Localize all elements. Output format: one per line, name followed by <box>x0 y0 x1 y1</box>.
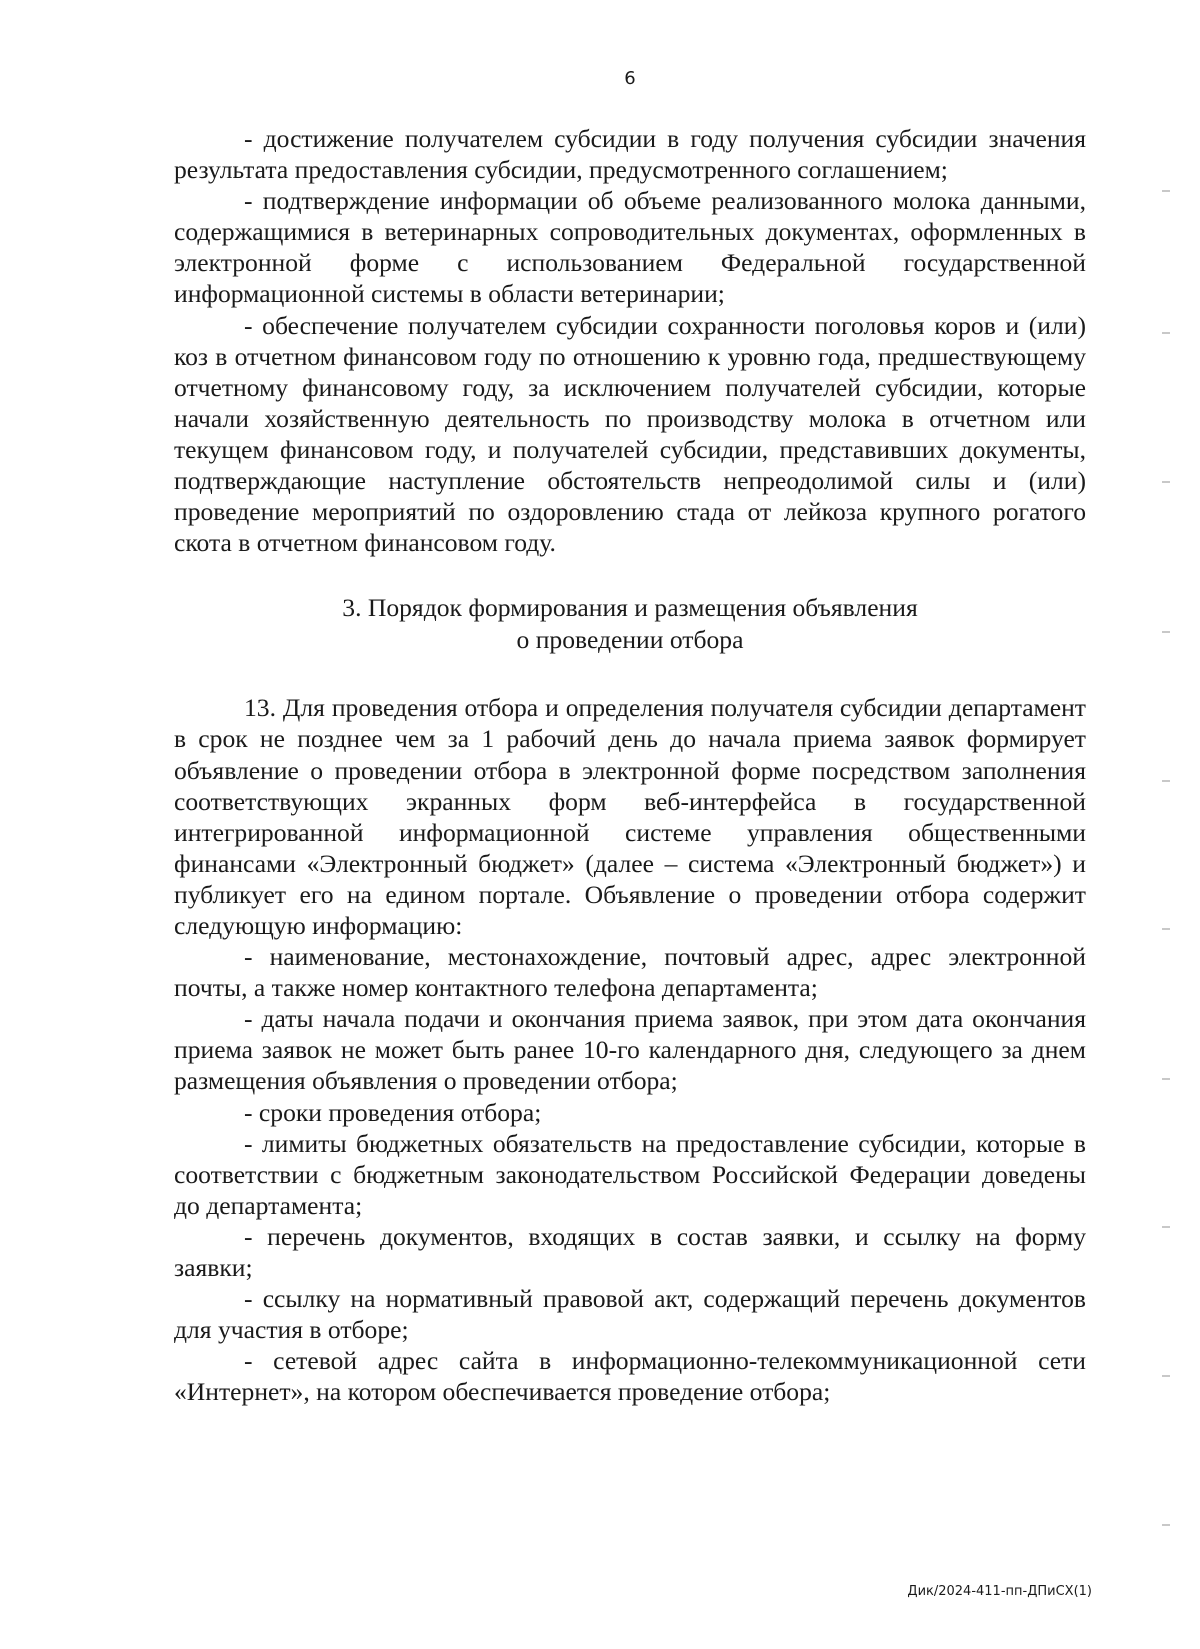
paragraph: - перечень документов, входящих в состав заявки, и ссылку на форму заявки; <box>174 1221 1086 1282</box>
scan-speck <box>1162 1078 1170 1080</box>
scan-speck <box>1162 481 1170 483</box>
paragraph: 13. Для проведения отбора и определения получателя субсидии департамент в срок не позднее чем за 1 рабочий день до начала приема заявок формирует объявление о проведении отбора в электронной форме посредством заполнения соответствующих экранных форм веб-интерфейса в государственной интегрированной информационной системе управления общественными финансами «Электронный бюджет» (далее – система «Электронный бюджет») и публикует его на едином портале. Объявление о проведении отбора содержит следующую информацию: <box>174 693 1086 940</box>
scan-speck <box>1162 190 1170 192</box>
scan-speck <box>1162 1226 1170 1228</box>
section-heading-line-2: о проведении отбора <box>516 625 744 655</box>
scan-speck <box>1162 1375 1170 1377</box>
document-body <box>174 123 1086 1407</box>
paragraph: - лимиты бюджетных обязательств на предоставление субсидии, которые в соответствии с бюджетным законодательством Российской Федерации доведены до департамента; <box>174 1128 1086 1220</box>
paragraph: - достижение получателем субсидии в году получения субсидии значения результата предоставления субсидии, предусмотренного соглашением; <box>174 124 1086 185</box>
scan-speck <box>1162 928 1170 930</box>
paragraph: - сетевой адрес сайта в информационно-телекоммуникационной сети «Интернет», на котором обеспечивается проведение отбора; <box>174 1346 1086 1407</box>
section-heading <box>174 592 1086 656</box>
document-code: Дик/2024-411-пп-ДПиСХ(1) <box>907 1584 1092 1599</box>
scan-speck <box>1162 332 1170 334</box>
paragraph: - подтверждение информации об объеме реализованного молока данными, содержащимися в ветеринарных сопроводительных документах, оформленных в электронной форме с использованием Федеральной государственной информационной системы в области ветеринарии; <box>174 186 1086 309</box>
scan-speck <box>1162 631 1170 633</box>
paragraph: - даты начала подачи и окончания приема заявок, при этом дата окончания приема заявок не может быть ранее 10-го календарного дня, следующего за днем размещения объявления о проведении отбора; <box>174 1004 1086 1096</box>
paragraph: - сроки проведения отбора; <box>244 1097 542 1127</box>
paragraph: - обеспечение получателем субсидии сохранности поголовья коров и (или) коз в отчетном финансовом году по отношению к уровню года, предшествующему отчетному финансовому году, за исключением получателей субсидии, которые начали хозяйственную деятельность по производству молока в отчетном или текущем финансовом году, и получателей субсидии, представивших документы, подтверждающие наступление обстоятельств непреодолимой силы и (или) проведение мероприятий по оздоровлению стада от лейкоза крупного рогатого скота в отчетном финансовом году. <box>174 310 1086 558</box>
page-number: 6 <box>624 68 636 89</box>
section-heading-line-1: 3. Порядок формирования и размещения объявления <box>342 593 918 623</box>
scan-speck <box>1162 1524 1170 1526</box>
paragraph: - ссылку на нормативный правовой акт, содержащий перечень документов для участия в отборе; <box>174 1284 1086 1345</box>
paragraph: - наименование, местонахождение, почтовый адрес, адрес электронной почты, а также номер контактного телефона департамента; <box>174 942 1086 1003</box>
scan-speck <box>1162 780 1170 782</box>
